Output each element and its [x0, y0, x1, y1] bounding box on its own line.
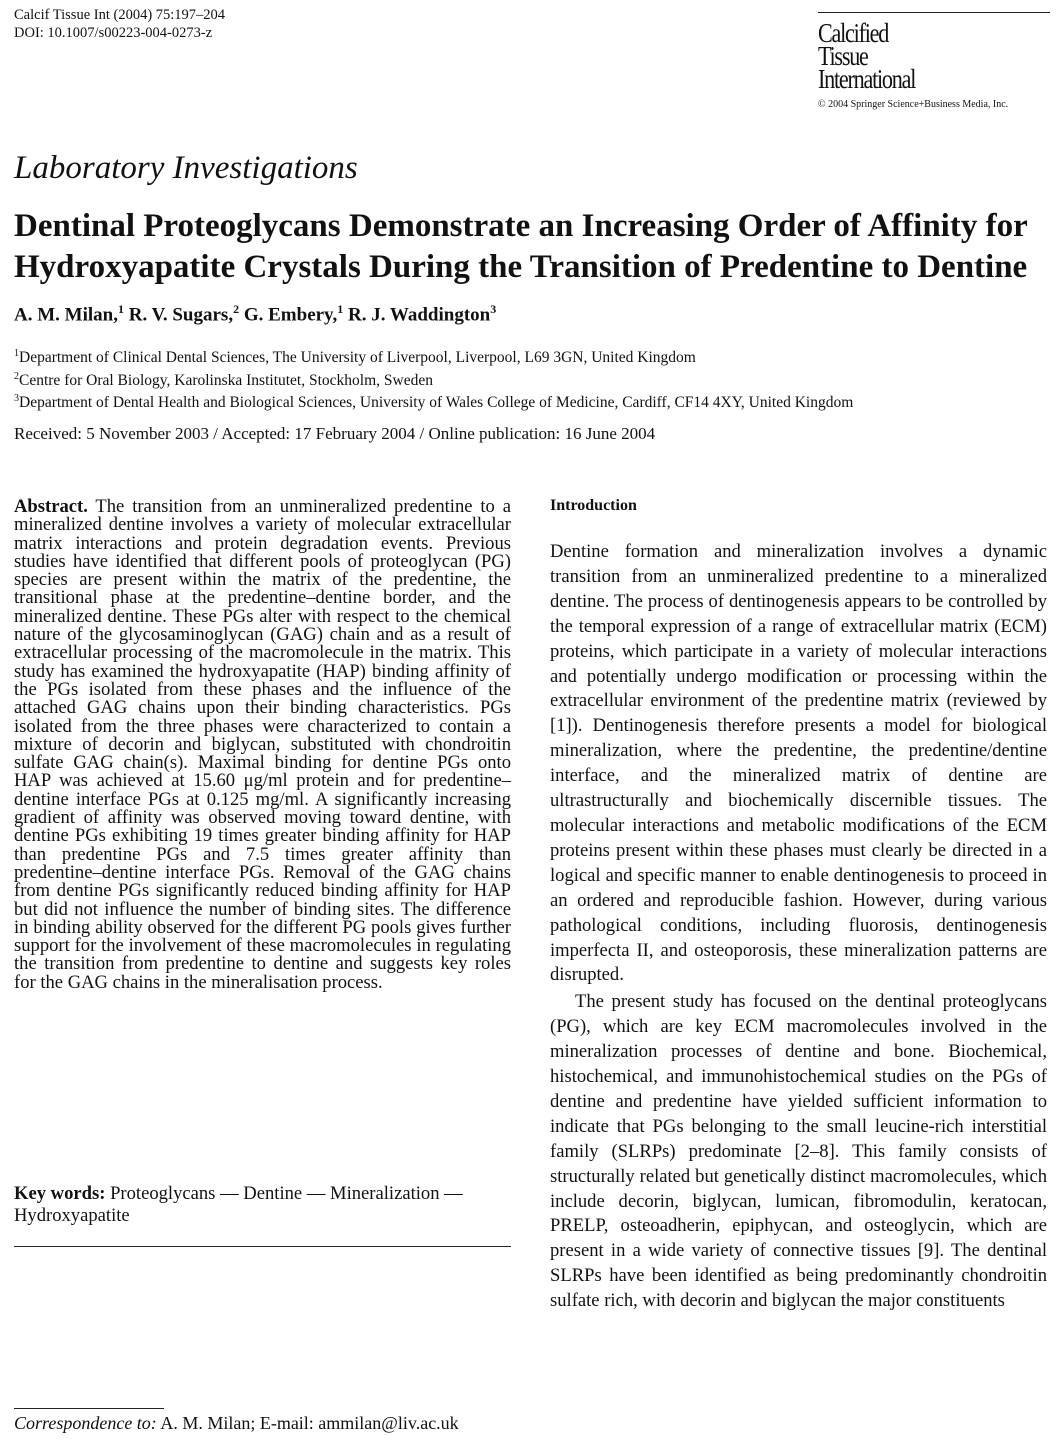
- abstract: [14, 498, 511, 992]
- abstract-text: The transition from an unmineralized predentine to a mineralized dentine involves a variety of molecular extracellular matrix interactions and protein degradation events. Previous studies have identified that different pools of proteoglycan (PG) species are present within the matrix of the predentine, the transitional phase at the predentine–dentine border, and the mineralized dentine. These PGs alter with respect to the chemical nature of the glycosaminoglycan (GAG) chain and as a result of extracellular processing of the macromolecule in the matrix. This study has examined the hydroxyapatite (HAP) binding affinity of the PGs isolated from these phases and the influence of the attached GAG chains upon their binding characteristics. PGs isolated from the three phases were characterized to contain a mixture of decorin and biglycan, substituted with chondroitin sulfate GAG chain(s). Maximal binding for dentine PGs onto HAP was achieved at 15.60 μg/ml protein and for predentine–dentine interface PGs at 0.125 mg/ml. A significantly increasing gradient of affinity was observed moving toward dentine, with dentine PGs exhibiting 19 times greater binding affinity for HAP than predentine PGs and 7.5 times greater affinity than predentine–dentine interface PGs. Removal of the GAG chains from dentine PGs significantly reduced binding affinity for HAP but did not influence the number of binding sites. The difference in binding ability observed for the different PG pools gives further support for the involvement of these macromolecules in regulating the transition from predentine to dentine and suggests key roles for the GAG chains in the mineralisation process.: [14, 496, 511, 993]
- affiliation: [14, 345, 853, 368]
- author-name: G. Embery,: [243, 304, 338, 326]
- affiliation-mark: 3: [14, 393, 19, 405]
- affiliation-mark: 2: [14, 370, 19, 382]
- author-name: R. J. Waddington: [348, 304, 491, 326]
- logo-word-2: Tissue: [818, 41, 868, 71]
- logo-rule: [818, 12, 1050, 13]
- copyright-notice: © 2004 Springer Science+Business Media, Inc.: [818, 99, 1009, 110]
- footnote-divider: [14, 1408, 164, 1409]
- affiliation-list: [14, 345, 853, 413]
- paragraph: Dentine formation and mineralization involves a dynamic transition from an unmineralized predentine to a mineralized dentine. The process of dentinogenesis appears to be controlled by the temporal expression of a range of extracellular matrix (ECM) proteins, which participate in a variety of molecular interactions and potentially undergo modification or processing within the extracellular environment of the predentine matrix (reviewed by [1]). Dentinogenesis therefore presents a model for biological mineralization, where the predentine, the predentine/dentine interface, and the mineralized matrix of dentine are ultrastructurally and biochemically discernible tissues. The molecular interactions and metabolic modifications of the ECM proteins present within these phases must clearly be directed in a logical and specific manner to enable dentinogenesis to proceed in an ordered and reproducible fashion. However, during various pathological conditions, including fluorosis, dentinogenesis imperfecta II, and osteoporosis, these mineralization patterns are disrupted.: [550, 541, 1047, 986]
- affiliation-text: Centre for Oral Biology, Karolinska Institutet, Stockholm, Sweden: [19, 371, 433, 389]
- doi-line: DOI: 10.1007/s00223-004-0273-z: [14, 25, 213, 41]
- author-name: A. M. Milan,: [14, 304, 118, 326]
- affiliation-mark: 1: [14, 348, 19, 359]
- correspondence-text: A. M. Milan; E-mail: ammilan@liv.ac.uk: [160, 1413, 459, 1433]
- publication-dates: Received: 5 November 2003 / Accepted: 17 February 2004 / Online publication: 16 June 2004: [14, 424, 656, 443]
- keywords-divider: [14, 1246, 511, 1247]
- journal-citation: [14, 6, 225, 42]
- logo-word-1: Calcified: [818, 18, 889, 48]
- journal-logo: [818, 18, 1050, 110]
- logo-word-3: International: [818, 64, 916, 94]
- correspondence-label: Correspondence to:: [14, 1413, 157, 1433]
- affiliation-text: Department of Dental Health and Biological Sciences, University of Wales College of Medicine, Cardiff, CF14 4XY, United Kingdom: [19, 394, 854, 412]
- affiliation-text: Department of Clinical Dental Sciences, The University of Liverpool, Liverpool, L69 3GN, United Kingdom: [19, 349, 696, 367]
- author-affil-mark: 1: [337, 302, 344, 316]
- introduction-body: [550, 540, 1047, 1314]
- article-title: Dentinal Proteoglycans Demonstrate an Increasing Order of Affinity for Hydroxyapatite Crystals During the Transition of Predentine to Dentine: [14, 208, 1028, 285]
- correspondence-note: [14, 1413, 459, 1434]
- author-affil-mark: 1: [117, 302, 124, 316]
- paragraph: The present study has focused on the dentinal proteoglycans (PG), which are key ECM macromolecules involved in the mineralization processes of dentine and bone. Biochemical, histochemical, and immunohistochemical studies on the PGs of dentine and predentine have yielded sufficient information to indicate that PGs belonging to the small leucine-rich interstitial family (SLRPs) predominate [2–8]. This family consists of structurally related but genetically distinct macromolecules, which include decorin, biglycan, lumican, fibromodulin, keratocan, PRELP, osteoadherin, epiphycan, and osteoglycin, which are present in a wide variety of connective tissues [9]. The dentinal SLRPs have been identified as being predominantly chondroitin sulfate rich, with decorin and biglycan the major constituents: [550, 991, 1047, 1312]
- journal-line: Calcif Tissue Int (2004) 75:197–204: [14, 7, 226, 23]
- section-label: Laboratory Investigations: [14, 150, 358, 186]
- affiliation: [14, 368, 853, 391]
- author-list: [14, 302, 496, 326]
- author-affil-mark: 2: [233, 302, 240, 316]
- keywords: [14, 1183, 511, 1227]
- author-name: R. V. Sugars,: [128, 304, 234, 326]
- keywords-label: Key words:: [14, 1183, 106, 1204]
- affiliation: [14, 390, 853, 413]
- author-affil-mark: 3: [490, 302, 497, 316]
- keywords-text: Proteoglycans — Dentine — Mineralization — Hydroxyapatite: [14, 1183, 463, 1226]
- abstract-label: Abstract.: [14, 496, 88, 517]
- introduction-heading: Introduction: [550, 497, 637, 514]
